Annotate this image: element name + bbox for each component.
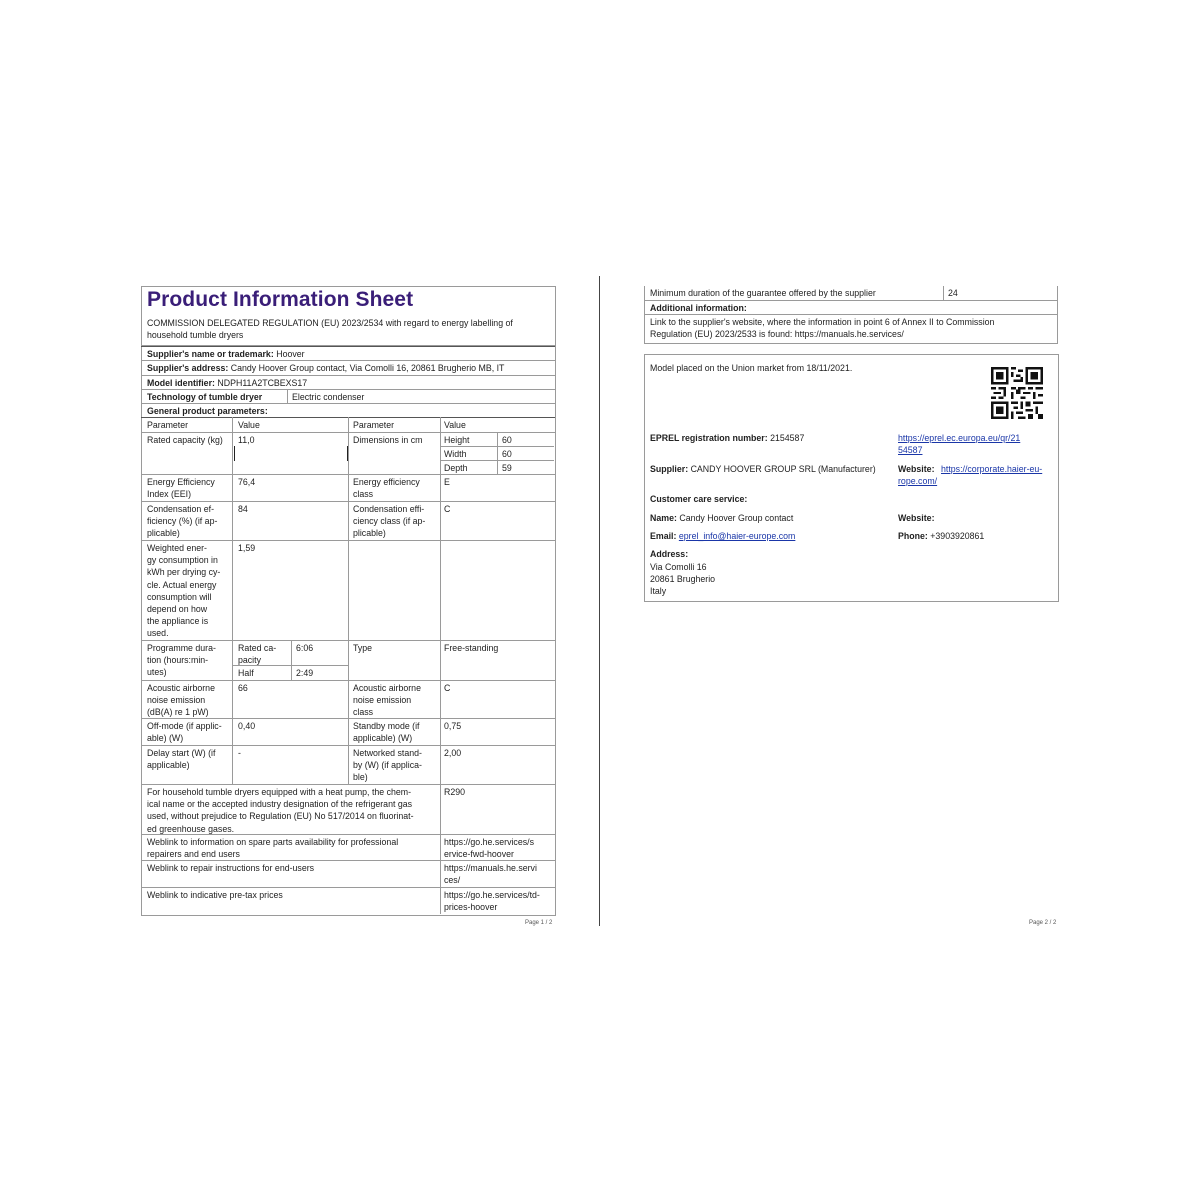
noise-label-line-2: noise emission bbox=[147, 695, 206, 706]
eec-value: E bbox=[444, 477, 450, 487]
technology-label: Technology of tumble dryer bbox=[147, 392, 263, 402]
off-mode-value: 0,40 bbox=[238, 721, 256, 731]
prog-half-value: 2:49 bbox=[296, 668, 314, 678]
weighted-label-line-2: gy consumption in bbox=[147, 555, 218, 566]
repair-link[interactable] bbox=[444, 862, 537, 886]
supplier-website-link-line-1[interactable]: https://corporate.haier-eu- bbox=[941, 464, 1043, 474]
type-value: Free-standing bbox=[444, 643, 499, 653]
cond-class-label-line-1: Condensation effi- bbox=[353, 504, 425, 514]
supplier-website-info-line-2: Regulation (EU) 2023/2533 is found: https://manuals.he.services/ bbox=[650, 329, 904, 340]
noise-class-label-line-1: Acoustic airborne bbox=[353, 683, 421, 693]
care-email-link[interactable]: eprel_info@haier-europe.com bbox=[678, 531, 796, 541]
prices-link-line-2[interactable]: prices-hoover bbox=[444, 902, 498, 913]
off-mode-label-line-1: Off-mode (if applic- bbox=[147, 721, 222, 731]
customer-care-label: Customer care service: bbox=[650, 494, 748, 504]
weighted-label-line-7: the appliance is bbox=[147, 616, 209, 627]
noise-label-line-3: (dB(A) re 1 pW) bbox=[147, 707, 209, 718]
weighted-label-line-4: cle. Actual energy bbox=[147, 579, 217, 590]
cond-eff-label-line-2: ficiency (%) (if ap- bbox=[147, 516, 218, 527]
weighted-label-line-6: depend on how bbox=[147, 604, 208, 615]
additional-info-label: Additional information: bbox=[650, 303, 747, 313]
networked-label bbox=[353, 747, 422, 784]
eei-label-line-2: Index (EEI) bbox=[147, 489, 192, 500]
prog-label-line-1: Programme dura- bbox=[147, 643, 216, 653]
cond-eff-label-line-3: plicable) bbox=[147, 528, 180, 539]
supplier-address-value: Candy Hoover Group contact, Via Comolli 16, 20861 Brugherio MB, IT bbox=[230, 363, 505, 373]
spare-parts-link-line-2[interactable]: ervice-fwd-hoover bbox=[444, 849, 514, 860]
noise-label bbox=[147, 682, 215, 719]
refrigerant-label bbox=[147, 786, 414, 835]
prog-label-line-3: utes) bbox=[147, 667, 167, 678]
page-number-1: Page 1 / 2 bbox=[525, 920, 553, 926]
eei-label-line-1: Energy Efficiency bbox=[147, 477, 215, 487]
model-row bbox=[147, 377, 307, 389]
repair-label: Weblink to repair instructions for end-users bbox=[147, 863, 315, 873]
delay-label-line-2: applicable) bbox=[147, 760, 190, 771]
general-params-label: General product parameters: bbox=[147, 406, 268, 416]
depth-label: Depth bbox=[444, 463, 468, 473]
weighted-label-line-5: consumption will bbox=[147, 591, 212, 602]
noise-label-line-1: Acoustic airborne bbox=[147, 683, 215, 693]
eec-label-line-2: class bbox=[353, 489, 374, 500]
standby-label-line-2: applicable) (W) bbox=[353, 733, 413, 744]
standby-value: 0,75 bbox=[444, 721, 462, 731]
networked-value: 2,00 bbox=[444, 748, 462, 758]
col-value-1: Value bbox=[238, 420, 260, 430]
address-line-1: Via Comolli 16 bbox=[650, 562, 707, 572]
supplier-name-label: Supplier's name or trademark: bbox=[147, 349, 274, 359]
repair-link-line-1[interactable]: https://manuals.he.servi bbox=[444, 863, 537, 873]
weighted-label-line-1: Weighted ener- bbox=[147, 543, 207, 553]
networked-label-line-3: ble) bbox=[353, 772, 368, 783]
care-name-row bbox=[650, 512, 793, 524]
supplier-address-label: Supplier's address: bbox=[147, 363, 229, 373]
supplier-website-link[interactable] bbox=[941, 463, 1042, 475]
weighted-value: 1,59 bbox=[238, 543, 256, 553]
spare-parts-link[interactable] bbox=[444, 836, 534, 860]
noise-class-label bbox=[353, 682, 421, 719]
prices-link-line-1[interactable]: https://go.he.services/td- bbox=[444, 890, 540, 900]
guarantee-label: Minimum duration of the guarantee offered by the supplier bbox=[650, 288, 876, 298]
eprel-row bbox=[650, 432, 804, 444]
spare-parts-link-line-1[interactable]: https://go.he.services/s bbox=[444, 837, 534, 847]
eprel-link-line-1[interactable]: https://eprel.ec.europa.eu/qr/21 bbox=[898, 433, 1021, 443]
off-mode-label-line-2: able) (W) bbox=[147, 733, 184, 744]
noise-value: 66 bbox=[238, 683, 248, 693]
eprel-link[interactable] bbox=[898, 432, 1020, 456]
supplier-value: CANDY HOOVER GROUP SRL (Manufacturer) bbox=[690, 464, 876, 474]
rated-capacity-label: Rated capacity (kg) bbox=[147, 435, 223, 445]
supplier-website-info-line-1: Link to the supplier's website, where the information in point 6 of Annex II to Commission bbox=[650, 317, 995, 327]
supplier-website-label: Website: bbox=[898, 464, 935, 474]
standby-label-line-1: Standby mode (if bbox=[353, 721, 420, 731]
supplier-row bbox=[650, 463, 876, 475]
refrigerant-label-line-2: ical name or the accepted industry designation of the refrigerant gas bbox=[147, 799, 413, 810]
height-label: Height bbox=[444, 435, 470, 445]
prog-rated-value: 6:06 bbox=[296, 643, 314, 653]
off-mode-label bbox=[147, 720, 222, 744]
address-line-2: 20861 Brugherio bbox=[650, 574, 716, 585]
cond-class-label-line-3: plicable) bbox=[353, 528, 386, 539]
depth-value: 59 bbox=[502, 463, 512, 473]
prog-rated-label-line-1: Rated ca- bbox=[238, 643, 277, 653]
prog-label-line-2: tion (hours:min- bbox=[147, 655, 209, 666]
weighted-label-line-8: used. bbox=[147, 628, 169, 639]
refrigerant-label-line-3: used, without prejudice to Regulation (EU) No 517/2014 on fluorinat- bbox=[147, 811, 414, 822]
cond-class-label bbox=[353, 503, 425, 540]
placed-on-market: Model placed on the Union market from 18/11/2021. bbox=[650, 363, 853, 373]
address-line-3: Italy bbox=[650, 586, 667, 597]
eei-label bbox=[147, 476, 215, 500]
care-email-label: Email: bbox=[650, 531, 677, 541]
care-name-label: Name: bbox=[650, 513, 677, 523]
spare-parts-label-line-2: repairers and end users bbox=[147, 849, 240, 860]
cond-class-label-line-2: ciency class (if ap- bbox=[353, 516, 426, 527]
noise-class-value: C bbox=[444, 683, 451, 693]
width-label: Width bbox=[444, 449, 467, 459]
spare-parts-label bbox=[147, 836, 398, 860]
cond-eff-label-line-1: Condensation ef- bbox=[147, 504, 214, 514]
spare-parts-label-line-1: Weblink to information on spare parts availability for professional bbox=[147, 837, 399, 847]
cond-eff-label bbox=[147, 503, 217, 540]
eprel-label: EPREL registration number: bbox=[650, 433, 768, 443]
regulation-text bbox=[147, 317, 547, 341]
noise-class-label-line-3: class bbox=[353, 707, 374, 718]
address-block bbox=[650, 561, 715, 598]
care-email-row bbox=[650, 530, 795, 542]
regulation-line-1: COMMISSION DELEGATED REGULATION (EU) 2023/2534 with regard to energy labelling of bbox=[147, 318, 513, 328]
delay-label-line-1: Delay start (W) (if bbox=[147, 748, 216, 758]
supplier-website-info bbox=[650, 316, 994, 340]
supplier-website-link-cont[interactable]: rope.com/ bbox=[898, 476, 938, 486]
col-parameter-1: Parameter bbox=[147, 420, 189, 430]
weighted-label bbox=[147, 542, 220, 640]
care-phone-label: Phone: bbox=[898, 531, 928, 541]
refrigerant-value: R290 bbox=[444, 787, 466, 797]
model-value: NDPH11A2TCBEXS17 bbox=[217, 378, 308, 388]
care-name-value: Candy Hoover Group contact bbox=[679, 513, 794, 523]
height-value: 60 bbox=[502, 435, 512, 445]
address-label: Address: bbox=[650, 549, 689, 559]
prog-half-label: Half bbox=[238, 668, 254, 678]
prog-rated-label-line-2: pacity bbox=[238, 655, 261, 666]
supplier-name-value: Hoover bbox=[276, 349, 305, 359]
prices-label: Weblink to indicative pre-tax prices bbox=[147, 890, 283, 900]
width-value: 60 bbox=[502, 449, 512, 459]
page-number-2: Page 2 / 2 bbox=[1029, 920, 1057, 926]
cond-eff-value: 84 bbox=[238, 504, 248, 514]
guarantee-value: 24 bbox=[948, 288, 958, 298]
model-label: Model identifier: bbox=[147, 378, 215, 388]
col-parameter-2: Parameter bbox=[353, 420, 395, 430]
qr-code-icon[interactable] bbox=[991, 367, 1043, 419]
refrigerant-label-line-1: For household tumble dryers equipped with a heat pump, the chem- bbox=[147, 787, 412, 797]
care-website-label: Website: bbox=[898, 513, 935, 523]
repair-link-line-2[interactable]: ces/ bbox=[444, 875, 461, 886]
supplier-name-row bbox=[147, 348, 305, 360]
eec-label bbox=[353, 476, 420, 500]
supplier-address-row bbox=[147, 362, 504, 374]
technology-value: Electric condenser bbox=[292, 392, 365, 402]
networked-label-line-2: by (W) (if applica- bbox=[353, 760, 422, 771]
type-label: Type bbox=[353, 643, 373, 653]
eprel-value: 2154587 bbox=[770, 433, 805, 443]
standby-label bbox=[353, 720, 420, 744]
prices-link[interactable] bbox=[444, 889, 540, 913]
col-value-2: Value bbox=[444, 420, 466, 430]
refrigerant-label-line-4: ed greenhouse gases. bbox=[147, 823, 235, 834]
networked-label-line-1: Networked stand- bbox=[353, 748, 422, 758]
delay-label bbox=[147, 747, 215, 771]
care-phone-value: +3903920861 bbox=[930, 531, 985, 541]
eprel-link-line-2[interactable]: 54587 bbox=[898, 445, 923, 456]
eec-label-line-1: Energy efficiency bbox=[353, 477, 420, 487]
cond-class-value: C bbox=[444, 504, 451, 514]
rated-capacity-value: 11,0 bbox=[238, 435, 255, 445]
page-divider bbox=[599, 276, 600, 926]
prog-label bbox=[147, 642, 216, 679]
delay-value: - bbox=[238, 748, 241, 758]
eei-value: 76,4 bbox=[238, 477, 256, 487]
regulation-line-2: household tumble dryers bbox=[147, 330, 244, 340]
prog-rated-label bbox=[238, 642, 276, 666]
dimensions-label: Dimensions in cm bbox=[353, 435, 423, 445]
care-phone-row bbox=[898, 530, 984, 542]
page-title: Product Information Sheet bbox=[147, 288, 414, 311]
supplier-label: Supplier: bbox=[650, 464, 689, 474]
weighted-label-line-3: kWh per drying cy- bbox=[147, 567, 221, 578]
noise-class-label-line-2: noise emission bbox=[353, 695, 412, 706]
